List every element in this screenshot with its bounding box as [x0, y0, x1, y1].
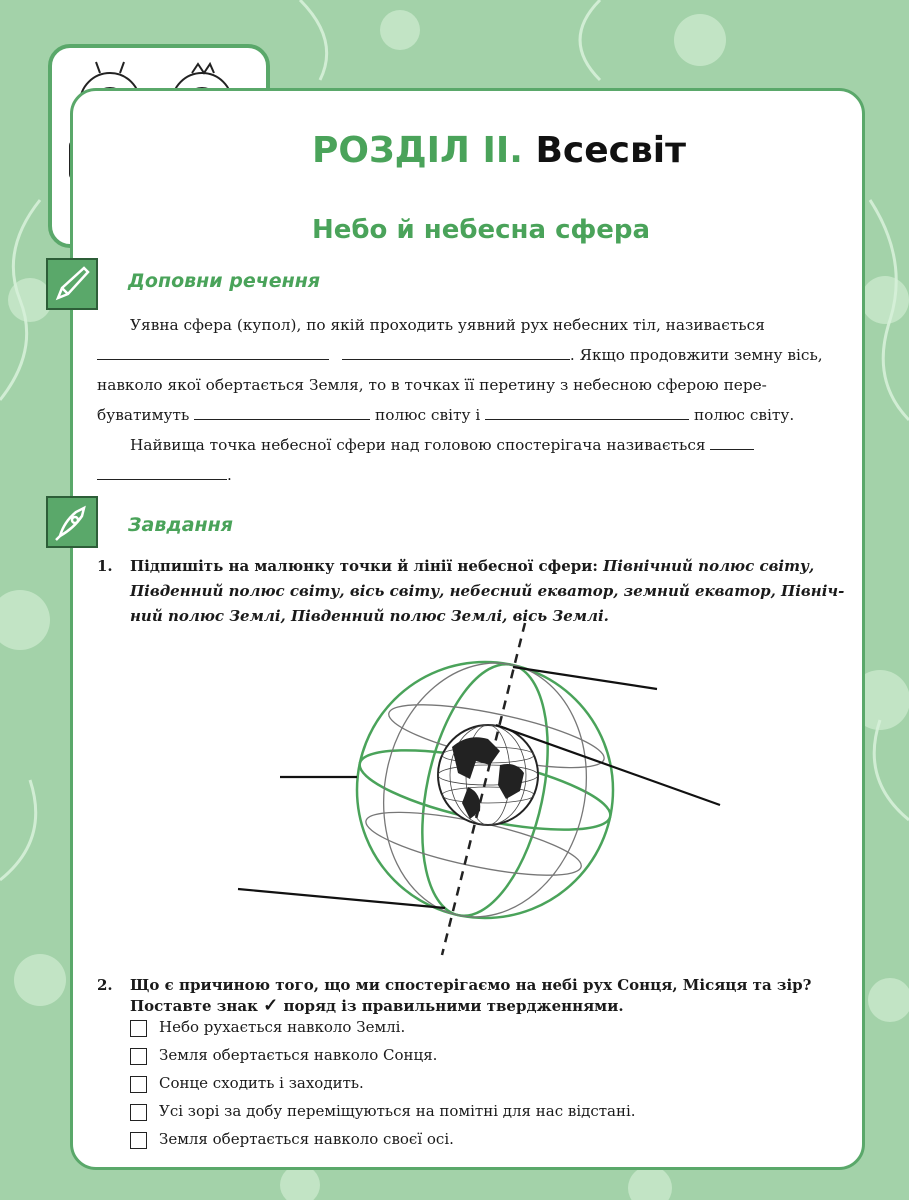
chapter-name: Всесвіт [535, 130, 686, 171]
fill-line-6-tail: . [227, 466, 232, 484]
chapter-title [312, 130, 686, 171]
option-label: Усі зорі за добу переміщуються на помітні для нас відстані. [159, 1102, 636, 1120]
answer-blank[interactable] [97, 465, 227, 480]
fill-line-5 [130, 430, 754, 460]
task1-terms-3: ний полюс Землі, Південний полюс Землі, вісь Землі. [130, 607, 609, 625]
fill-line-5-text: Найвища точка небесної сфери над головою спостерігача називається [130, 436, 706, 454]
task2-number: 2. [97, 976, 113, 994]
pen-nib-icon [46, 496, 98, 548]
option-label: Земля обертається навколо Сонця. [159, 1046, 438, 1064]
answer-blank[interactable] [485, 405, 689, 420]
option-label: Небо рухається навколо Землі. [159, 1018, 406, 1036]
option-checkbox[interactable] [130, 1076, 147, 1093]
answer-blank[interactable] [342, 345, 570, 360]
fill-line-1: Уявна сфера (купол), по якій проходить уявний рух небесних тіл, називається [130, 316, 765, 334]
task1-line-2 [130, 580, 844, 603]
answer-blank[interactable] [194, 405, 370, 420]
checkmark-icon: ✓ [263, 995, 279, 1016]
answer-blank[interactable] [710, 435, 754, 450]
label-pointer-line [238, 889, 445, 908]
fill-line-2 [97, 340, 823, 370]
option-row [130, 1129, 454, 1149]
task2-line-2-b: поряд із правильними твердженнями. [283, 997, 624, 1015]
task2-line-2 [130, 994, 624, 1018]
option-row [130, 1045, 437, 1065]
section-heading-fill: Доповни речення [128, 270, 321, 292]
option-row [130, 1073, 364, 1093]
task2-line-1: Що є причиною того, що ми спостерігаємо на небі рух Сонця, Місяця та зір? [130, 976, 812, 994]
option-checkbox[interactable] [130, 1020, 147, 1037]
fill-line-4-c: полюс світу. [693, 406, 795, 424]
option-checkbox[interactable] [130, 1104, 147, 1121]
fill-line-4-a: буватимуть [97, 406, 190, 424]
option-checkbox[interactable] [130, 1048, 147, 1065]
fill-line-6 [97, 460, 232, 490]
section-heading-tasks: Завдання [128, 514, 233, 536]
option-row [130, 1017, 405, 1037]
option-row [130, 1101, 636, 1121]
task1-line-1 [130, 555, 814, 578]
task1-intro: Підпишіть на малюнку точки й лінії небесної сфери: [130, 557, 598, 575]
fill-line-3: навколо якої обертається Земля, то в точках її перетину з небесною сферою пере- [97, 376, 767, 394]
earth-globe [438, 725, 538, 825]
fill-line-4-b: полюс світу і [375, 406, 481, 424]
topic-title: Небо й небесна сфера [312, 215, 651, 245]
chapter-prefix: РОЗДІЛ ІІ. [312, 130, 523, 171]
fill-line-2-tail: . Якщо продовжити земну вісь, [569, 346, 823, 364]
answer-blank[interactable] [97, 345, 329, 360]
celestial-sphere-diagram [230, 615, 730, 960]
task1-terms-1: Північний полюс світу, [603, 557, 815, 575]
task2-line-2-a: Поставте знак [130, 997, 258, 1015]
pencil-icon [46, 258, 98, 310]
task1-terms-2: Південний полюс світу, вісь світу, небесний екватор, земний екватор, Північ- [130, 582, 845, 600]
option-label: Сонце сходить і заходить. [159, 1074, 364, 1092]
task1-number: 1. [97, 557, 113, 575]
option-checkbox[interactable] [130, 1132, 147, 1149]
fill-line-4 [97, 400, 794, 430]
option-label: Земля обертається навколо своєї осі. [159, 1130, 454, 1148]
